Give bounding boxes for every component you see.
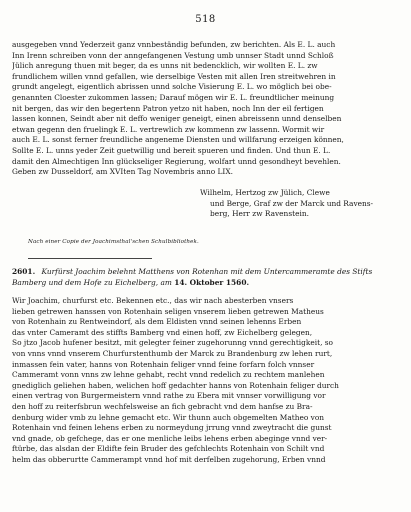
- text-line: von Rotenhain zu Rentweindorf, als dem Eldisten vnnd seinen lehenns Erben: [12, 317, 302, 327]
- text-line: frundlichem willen vnnd gefallen, wie derselbige Vesten mit allen Iren streitwehren in: [12, 71, 336, 81]
- signature-line: und Berge, Graf zw der Marck und Ravens-: [210, 198, 374, 208]
- text-line: Geben zw Dusseldorf, am XVIten Tag Novembris anno LIX.: [12, 167, 233, 177]
- text-line: vnd gnade, ob gefchege, das er one menliche leibs lehens erben abeginge vnnd ver-: [12, 433, 328, 443]
- text-line: gnediglich geliehen haben, welichen hoff gedachter hanns von Rotenhain feliger durch: [12, 380, 339, 390]
- document-title: Kurfürst Joachim belehnt Matthens von Rotenhan mit dem Untercammeramte des Stifts Bamberg und dem Hofe zu Eichelberg, am: [12, 267, 373, 287]
- text-line: ausgegeben vnnd Yederzeit ganz vnnbeständig befunden, zw berichten. Als E. L. auch: [12, 40, 336, 49]
- signature-line: berg, Herr zw Ravenstein.: [210, 209, 309, 219]
- source-note: Nach einer Copie der Joachimsthal'schen Schulbibliothek.: [28, 239, 199, 245]
- text-line: ftürbe, das alsdan der Eldifte fein Bruder des gefchlechts Rotenhain von Schilt vnd: [12, 444, 325, 454]
- text-line: auch E. L. sonst ferner freundliche angeneme Diensten und willfarung erzeigen können,: [12, 135, 344, 145]
- text-line: lieben getrewen hanssen von Rotenhain seligen vnserem lieben getrewen Matheus: [12, 306, 324, 316]
- text-line: nit bergen, das wir den begertenn Patron yetzo nit haben, noch Inn der eil fertigen: [12, 103, 324, 113]
- text-line: grundt angelegt, eigentlich abrissen unnd solche Visierung E. L. wo möglich bei obe-: [12, 82, 332, 92]
- text-line: genannten Cloester zukommen lassen; Darauf mögen wir E. L. freundtlicher meinung: [12, 92, 335, 102]
- text-line: etwan gegenn den fruelingk E. L. vertrewlich zw kommenn zw lassenn. Wormit wir: [12, 124, 325, 134]
- text-line: Rotenhain vnd feinen lehens erben zu normeydung jrrung vnnd zweytracht die gunst: [12, 423, 332, 433]
- text-line: von vnns vnnd vnserem Churfurstenthumb der Marck zu Brandenburg zw lehen rurt,: [12, 348, 333, 358]
- text-line: Jülich anregung thuen mit beger, da es unns nit bedencklich, wir wollten E. L. zw: [12, 61, 318, 71]
- letter-paragraph: [12, 40, 400, 178]
- signature-block: [200, 188, 373, 220]
- section-divider: [28, 258, 152, 259]
- text-line: So jtzo Jacob hufener besitzt, mit gelegter feiner zugehorunng vnnd gerechtigkeit, so: [12, 338, 334, 348]
- document-number: 2601.: [12, 267, 36, 276]
- page-number: 518: [195, 14, 216, 25]
- text-line: Wir Joachim, churfurst etc. Bekennen etc., das wir nach abesterben vnsers: [12, 296, 294, 305]
- document-date: 14. Oktober 1560.: [174, 277, 250, 287]
- document-header: [12, 267, 400, 288]
- text-line: damit den Almechtigen Inn glückseliger Regierung, wolfart unnd gesondheyt bevehlen.: [12, 156, 341, 166]
- text-line: Inn Irenn schreiben vonn der anngefangenen Vestung umb unnser Stadt unnd Schloß: [12, 50, 334, 60]
- signature-line: Wilhelm, Hertzog zw Jülich, Clewe: [200, 188, 330, 197]
- text-line: Cammeramt vonn vnns zw lehne gehabt, recht vnnd redelich zu rechtem manlehen: [12, 370, 325, 380]
- text-line: den hoff zu reiterfsbrun wechfelsweise an fich gebracht vnd dem hanfse zu Bra-: [12, 401, 313, 411]
- text-line: helm das obberurtte Cammerampt vnnd hof mit derfelben zugehorung, Erben vnnd: [12, 454, 326, 464]
- charter-paragraph: [12, 296, 400, 466]
- text-line: einen vertrag von Burgermeistern vnnd rathe zu Ebera mit vnnser vorwilligung vor: [12, 391, 326, 401]
- text-line: denburg wider vmb zu lehne gemacht etc. Wir thunn auch obgemelten Matheo von: [12, 412, 325, 422]
- text-line: inmassen fein vater, hanns von Rotenhain feliger vnnd feine forfarn folch vnnser: [12, 359, 315, 369]
- text-line: lassen konnen, Seindt aber nit deffo weniger geneigt, einen abreissenn unnd denselben: [12, 114, 342, 124]
- text-line: das vnter Cameramt des stiffts Bamberg vnd einen hoff, zw Eichelberg gelegen,: [12, 327, 313, 337]
- text-line: Sollte E. L. unns yeder Zeit guetwillig und bereit spueren und finden. Und thun E. L.: [12, 145, 331, 155]
